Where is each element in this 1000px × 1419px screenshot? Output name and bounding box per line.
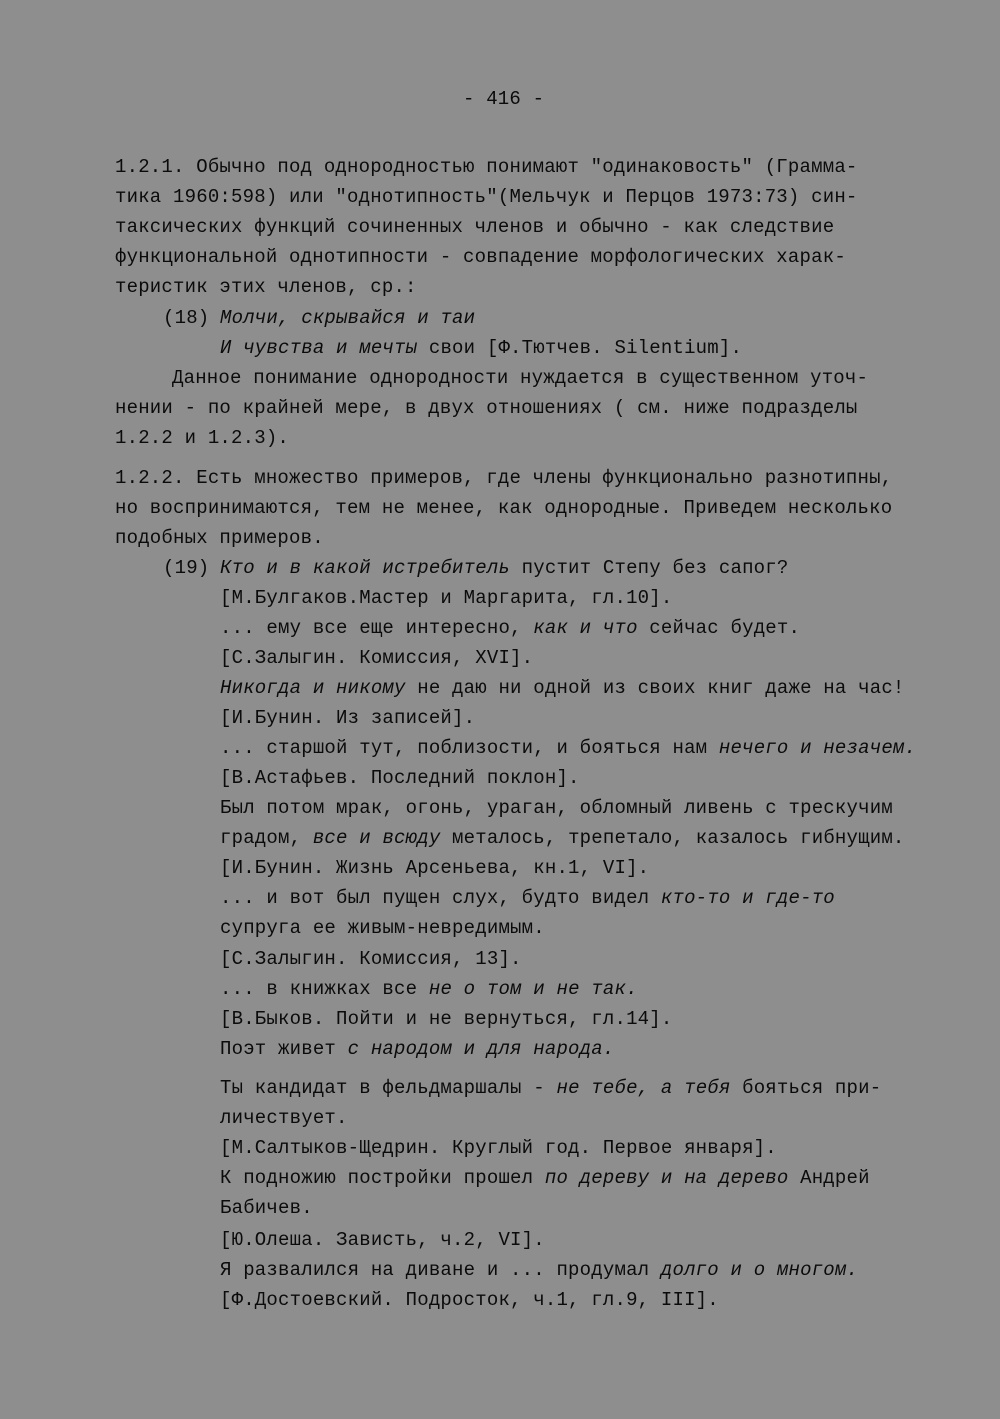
example-source: [С.Залыгин. Комиссия, XVI]. xyxy=(220,647,534,669)
example-text xyxy=(220,1034,614,1064)
example-source: [М.Салтыков-Щедрин. Круглый год. Первое января]. xyxy=(220,1137,777,1159)
italic-text: с народом и для народа. xyxy=(347,1038,615,1060)
plain-text: свои [Ф.Тютчев. Silentium]. xyxy=(417,337,743,359)
text-line: теристик этих членов, ср.: xyxy=(115,276,417,298)
example-text xyxy=(220,823,905,853)
example-source: [Ю.Олеша. Зависть, ч.2, VI]. xyxy=(220,1229,545,1251)
plain-text: не даю ни одной из своих книг даже на час! xyxy=(405,677,905,699)
text-line: 1.2.2. Есть множество примеров, где члены функционально разнотипны, xyxy=(115,467,893,489)
example-source: [С.Залыгин. Комиссия, 13]. xyxy=(220,948,522,970)
example-text xyxy=(220,333,742,363)
text-line: подобных примеров. xyxy=(115,527,324,549)
example-text: супруга ее живым-невредимым. xyxy=(220,917,545,939)
text-line: Данное понимание однородности нуждается в существенном уточ- xyxy=(172,367,869,389)
plain-text: пустит Степу без сапог? xyxy=(510,557,789,579)
example-number: (18) xyxy=(163,307,210,329)
italic-text: по дереву и на дерево xyxy=(544,1167,789,1189)
example-text xyxy=(220,733,916,763)
italic-text: не о том и не так. xyxy=(428,978,638,1000)
example-text xyxy=(220,1255,858,1285)
italic-text: не тебе, а тебя xyxy=(556,1077,731,1099)
example-source: [И.Бунин. Жизнь Арсеньева, кн.1, VI]. xyxy=(220,857,650,879)
example-source: [В.Астафьев. Последний поклон]. xyxy=(220,767,580,789)
plain-text: сейчас будет. xyxy=(637,617,801,639)
plain-text: Ты кандидат в фельдмаршалы - xyxy=(220,1077,557,1099)
plain-text: бояться при- xyxy=(730,1077,882,1099)
italic-text: кто-то и где-то xyxy=(660,887,835,909)
italic-text: И чувства и мечты xyxy=(220,337,418,359)
italic-text: долго и о многом. xyxy=(660,1259,859,1281)
plain-text: К подножию постройки прошел xyxy=(220,1167,545,1189)
plain-text: Андрей xyxy=(788,1167,870,1189)
italic-text: Кто и в какой истребитель xyxy=(220,557,511,579)
example-text xyxy=(220,1163,870,1193)
italic-text: нечего и незачем. xyxy=(718,737,917,759)
example-text xyxy=(220,974,638,1004)
example-number: (19) xyxy=(163,557,210,579)
example-source: [Ф.Достоевский. Подросток, ч.1, гл.9, III]. xyxy=(220,1289,719,1311)
example-source: [И.Бунин. Из записей]. xyxy=(220,707,476,729)
example-text xyxy=(220,553,789,583)
italic-text: Никогда и никому xyxy=(220,677,406,699)
text-line: функциональной однотипности - совпадение морфологических харак- xyxy=(115,246,846,268)
example-text: Молчи, скрывайся и таи xyxy=(220,307,476,329)
italic-text: как и что xyxy=(533,617,638,639)
plain-text: Я развалился на диване и ... продумал xyxy=(220,1259,661,1281)
text-line: 1.2.1. Обычно под однородностью понимают "одинаковость" (Грамма- xyxy=(115,156,858,178)
italic-text: все и всюду xyxy=(312,827,441,849)
plain-text: ... старшой тут, поблизости, и бояться нам xyxy=(220,737,719,759)
plain-text: Поэт живет xyxy=(220,1038,348,1060)
text-line: таксических функций сочиненных членов и обычно - как следствие xyxy=(115,216,835,238)
plain-text: ... и вот был пущен слух, будто видел xyxy=(220,887,661,909)
page-number: - 416 - xyxy=(463,88,545,110)
plain-text: ... ему все еще интересно, xyxy=(220,617,534,639)
example-text xyxy=(220,613,800,643)
text-line: тика 1960:598) или "однотипность"(Мельчук и Перцов 1973:73) син- xyxy=(115,186,858,208)
text-line: 1.2.2 и 1.2.3). xyxy=(115,427,290,449)
plain-text: металось, трепетало, казалось гибнущим. xyxy=(440,827,905,849)
plain-text: ... в книжках все xyxy=(220,978,429,1000)
text-line: но воспринимаются, тем не менее, как однородные. Приведем несколько xyxy=(115,497,893,519)
example-text: личествует. xyxy=(220,1107,348,1129)
example-source: [М.Булгаков.Мастер и Маргарита, гл.10]. xyxy=(220,587,673,609)
example-text xyxy=(220,673,905,703)
plain-text: градом, xyxy=(220,827,313,849)
example-text: Бабичев. xyxy=(220,1197,313,1219)
example-text: Был потом мрак, огонь, ураган, обломный ливень с трескучим xyxy=(220,797,893,819)
example-text xyxy=(220,883,835,913)
example-source: [В.Быков. Пойти и не вернуться, гл.14]. xyxy=(220,1008,673,1030)
text-line: нении - по крайней мере, в двух отношениях ( см. ниже подразделы xyxy=(115,397,858,419)
example-text xyxy=(220,1073,881,1103)
